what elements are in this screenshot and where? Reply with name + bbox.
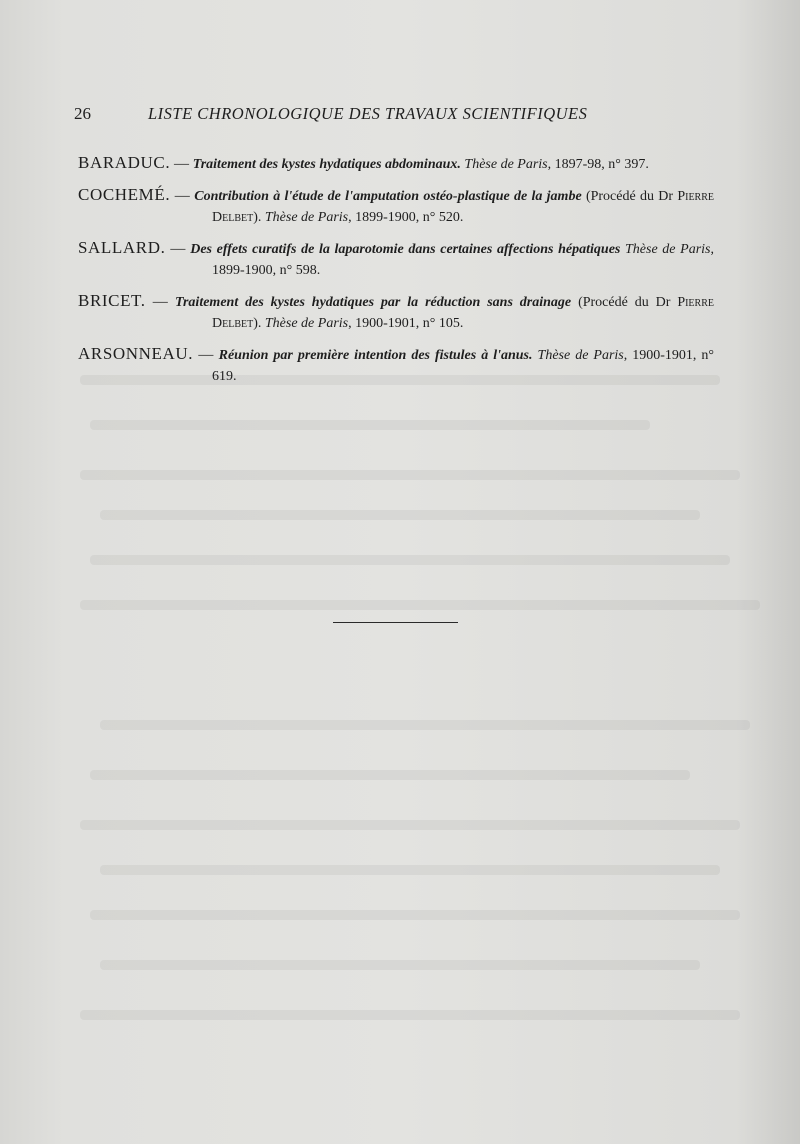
- entry-dash: —: [170, 156, 193, 172]
- entry-details: , 1897-98, n° 397.: [547, 157, 649, 172]
- entry-dash: —: [145, 294, 175, 310]
- entry-title: Réunion par première intention des fistules à l'anus.: [218, 348, 533, 363]
- entry-note-open: (Procédé du Dr: [571, 295, 678, 310]
- entry-title: Traitement des kystes hydatiques par la réduction sans drainage: [174, 295, 572, 310]
- thesis-list: [78, 152, 714, 396]
- entry-details: , 1900-1901, n° 105.: [348, 316, 464, 331]
- entry-note-close: ).: [253, 210, 265, 225]
- list-item: [78, 152, 714, 175]
- entry-dash: —: [170, 188, 195, 204]
- entry-title: Traitement des kystes hydatiques abdominaux.: [192, 157, 461, 172]
- list-item: [78, 343, 714, 387]
- entry-dash: —: [165, 241, 191, 257]
- entry-thesis: Thèse de Paris: [625, 242, 711, 257]
- entry-title: Contribution à l'étude de l'amputation ostéo-plastique de la jambe: [194, 189, 582, 204]
- entry-details: , 1899-1900, n° 520.: [348, 210, 464, 225]
- entry-details: , 1900-1901, n° 619.: [212, 348, 715, 384]
- entry-person: Pierre Delbet: [212, 295, 714, 331]
- page-number: 26: [74, 104, 91, 123]
- entry-thesis: Thèse de Paris: [264, 210, 349, 225]
- entry-note-open: (Procédé du Dr: [581, 189, 678, 204]
- entry-person: Pierre Delbet: [212, 189, 715, 225]
- entry-thesis: Thèse de Paris: [464, 157, 548, 172]
- entry-title: Des effets curatifs de la laparotomie dans certaines affections hépatiques: [190, 242, 621, 257]
- section-divider: [333, 622, 458, 623]
- entry-author: COCHEMÉ.: [78, 185, 171, 204]
- list-item: [78, 184, 714, 228]
- running-head-title: LISTE CHRONOLOGIQUE DES TRAVAUX SCIENTIFIQUES: [148, 104, 588, 123]
- entry-thesis: Thèse de Paris: [264, 316, 349, 331]
- running-head: [74, 104, 744, 128]
- entry-author: BRICET.: [78, 291, 146, 310]
- entry-author: BARADUC.: [78, 153, 171, 172]
- list-item: [78, 290, 714, 334]
- entry-author: SALLARD.: [78, 238, 166, 257]
- entry-author: ARSONNEAU.: [78, 344, 194, 363]
- entry-note-close: ).: [253, 316, 265, 331]
- entry-details: , 1899-1900, n° 598.: [212, 242, 714, 278]
- entry-thesis: Thèse de Paris: [537, 348, 624, 363]
- entry-dash: —: [193, 347, 219, 363]
- list-item: [78, 237, 714, 281]
